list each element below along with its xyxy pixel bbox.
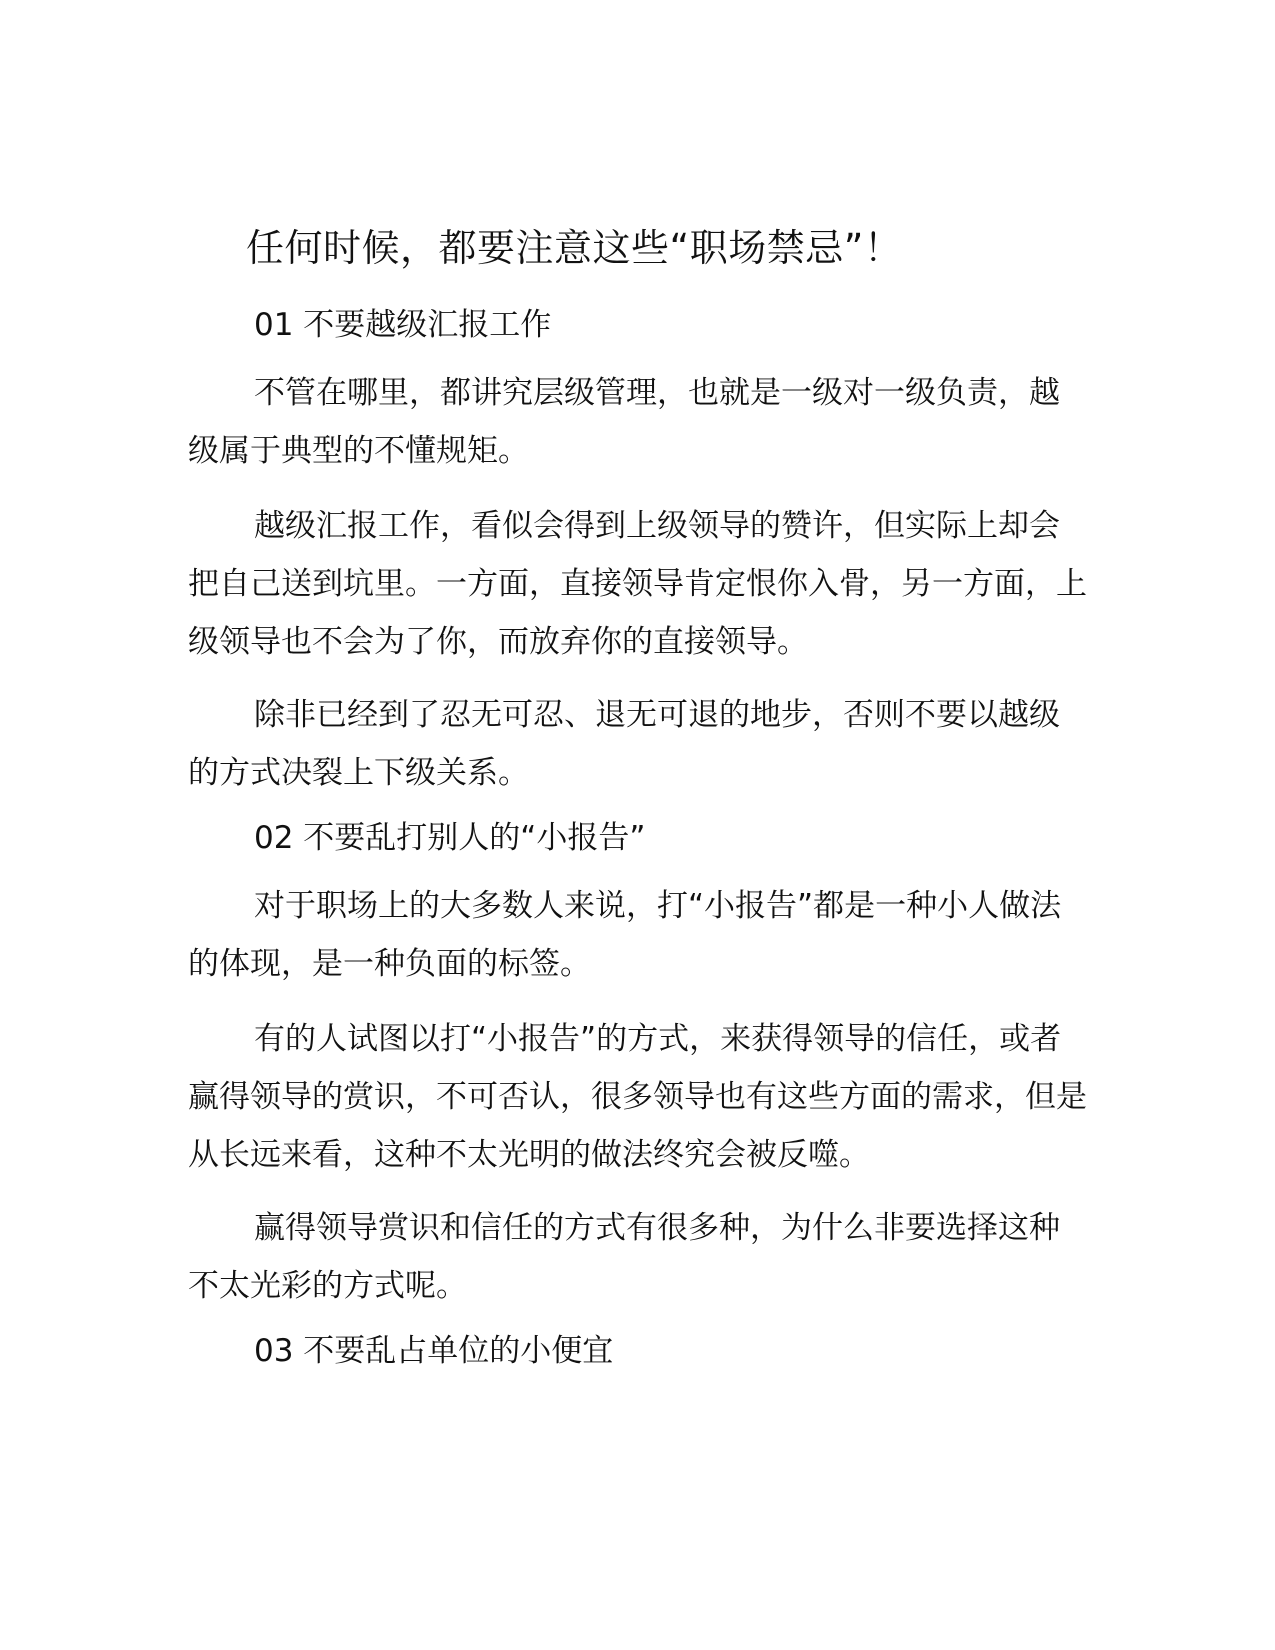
section-heading-01: 01 不要越级汇报工作 <box>254 307 552 343</box>
paragraph: 有的人试图以打“小报告”的方式，来获得领导的信任，或者赢得领导的赏识，不可否认，很多领导也有这些方面的需求，但是从长远来看，这种不太光明的做法终究会被反噬。 <box>188 1021 1087 1173</box>
section-heading-03: 03 不要乱占单位的小便宜 <box>254 1333 614 1369</box>
paragraph: 对于职场上的大多数人来说，打“小报告”都是一种小人做法的体现，是一种负面的标签。 <box>188 888 1062 982</box>
document-title: 任何时候，都要注意这些“职场禁忌”！ <box>246 226 903 270</box>
section-heading-02: 02 不要乱打别人的“小报告” <box>254 820 646 856</box>
paragraph: 不管在哪里，都讲究层级管理，也就是一级对一级负责，越级属于典型的不懂规矩。 <box>188 375 1060 469</box>
paragraph: 除非已经到了忍无可忍、退无可退的地步，否则不要以越级的方式决裂上下级关系。 <box>188 697 1060 791</box>
paragraph: 越级汇报工作，看似会得到上级领导的赞许，但实际上却会把自己送到坑里。一方面，直接领导肯定恨你入骨，另一方面，上级领导也不会为了你，而放弃你的直接领导。 <box>188 508 1087 660</box>
paragraph: 赢得领导赏识和信任的方式有很多种，为什么非要选择这种不太光彩的方式呢。 <box>188 1210 1060 1304</box>
